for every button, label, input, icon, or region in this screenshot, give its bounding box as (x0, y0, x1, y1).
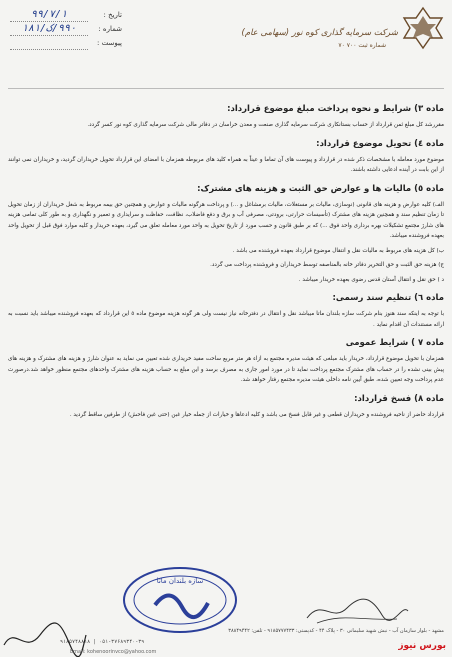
attachment-row (10, 36, 122, 50)
company-logo (241, 6, 446, 76)
contract-body (8, 104, 444, 428)
number-value: ۹۹۰/ک/۱۸۱ (10, 23, 88, 36)
section-paragraph: با توجه به اینکه سند هنوز بنام شرکت سازه بلندان ماتا میباشد نقل و انتقال در دفترخانه نیاز نیست ولی هر گونه هزینه موضوع ماده ٥ این قرارداد که بعهده فروشنده میباشد باید نسبت به ارائه مستندات آن اقدام نماید . (8, 311, 444, 328)
stamp-text: سازه بلندان ماتا (156, 577, 204, 585)
attachment-label: پیوست : (97, 39, 122, 47)
number-label: شماره : (98, 25, 122, 33)
section-item: ج) هزینه حق الثبت و حق التحریر دفاتر خانه بالمناصفه توسط خریداران و فروشنده پرداخت می گردد. (210, 262, 444, 268)
letter-meta (10, 8, 122, 50)
section-3 (8, 104, 444, 131)
section-title: ماده ۷ ) شرایط عمومی (345, 338, 444, 348)
section-8 (8, 394, 444, 421)
section-paragraph: مقررشد کل مبلغ ثمن قرارداد از حساب بستانکاری شرکت سرمایه گذاری صنعت و معدن خراسان در دفاتر مالی شرکت سرمایه گذاری کوه نور کسر گردد. (87, 122, 444, 128)
section-item: د ) حق نقل و انتقال آستان قدس رضوی بعهده خریدار میباشد . (298, 276, 444, 283)
section-paragraph: موضوع مورد معامله با مشخصات ذکر شده در قرارداد و پیوست های آن تماما و عیناً به همراه کلید های مربوطه همزمان با امضای این قرارداد تحویل خریداران گردید، و خریداران نمی توانند از این بابت در آینده ادعایی داشته باشند. (8, 156, 444, 173)
watermark-logo: بورس نیوز (398, 641, 446, 651)
attachment-value (10, 37, 88, 50)
section-title: ماده ٤) تحویل موضوع قرارداد: (316, 138, 444, 149)
footer-phone: ۰۵۱-۳۷۶۸۹۳۴۰-۳۹ | ۹۱۸۵۷۴۸۸۱۸ (60, 639, 145, 645)
section-7 (8, 338, 444, 386)
section-5 (8, 184, 444, 286)
date-row (10, 8, 122, 22)
section-title: ماده ٥) مالیات ها و عوارض حق الثبت و هزینه های مشترک: (197, 183, 444, 194)
section-paragraph: قرارداد حاضر از ناحیه فروشنده و خریداران قطعی و غیر قابل فسخ می باشد و کلیه ادعاها و خیارات از جمله خیار غبن (حتی غبن فاحش) از طرفین ساقط گردید . (69, 411, 444, 418)
section-6 (8, 293, 444, 330)
section-title: ماده ۸) فسخ قرارداد: (354, 393, 444, 404)
section-title: ماده ٦) تنظیم سند رسمی: (332, 293, 444, 303)
date-value: ۹۹/۷/۱ (10, 9, 88, 22)
footer-email: Email: kohenoorinvco@yahoo.com (70, 649, 157, 655)
number-row (10, 22, 122, 36)
company-name: شرکت سرمایه گذاری کوه نور (سهامی عام) (241, 28, 398, 38)
section-4 (8, 139, 444, 176)
section-item: ب) کل هزینه های مربوط به مالیات نقل و انتقال موضوع قرارداد بعهده فروشنده می باشد . (232, 247, 444, 254)
section-title: ماده ۳) شرایط و نحوه پرداخت مبلغ موضوع قرارداد: (227, 104, 444, 114)
company-registration: شماره ثبت ۷۰۰ ۷۰ (338, 42, 386, 49)
company-emblem-icon (400, 6, 446, 52)
date-label: تاریخ : (103, 11, 122, 19)
letterhead (0, 0, 452, 88)
footer-address: مشهد - بلوار سازمان آب - نبش شهید سلیمانی ۳۰ - پلاک ۴۴ - کدپستی: ۹۱۸۵۷۷۷۴۳۳ - تلفن: ۳۸۸۴۹۴۴۲ (228, 628, 444, 634)
section-paragraph: همزمان با تحویل موضوع قرارداد، خریدار باید مبلغی که هیئت مدیره مجتمع به ازاء هر متر مربع ساحت مفید خریداری شده تعیین می نماید به عنوان شارژ و هزینه های مشترک و هزینه های پیش بینی نشده را در حساب های مشترک مجتمع پرداخت نماید تا در مورد امور جاری به مصرف برسد و این مبلغ به حساب هزینه های مشترک واحدهای مجتمع منظور خواهد شد.درصورت عدم پرداخت وجه تعیین شده، طبق آیین نامه داخلی هیئت مدیره مجتمع رفتار خواهد شد. (8, 356, 444, 383)
letter-footer (0, 597, 452, 657)
section-paragraph: الف) کلیه عوارض و هزینه های قانونی (نوسازی، مالیات بر مستغلات، مالیات برمشاغل و ...) و پرداخت هرگونه مالیات و عوارض و همچنین حق بیمه مربوط به شغل خریداران از زمان تحویل تا زمان تنظیم سند و همچنین هزینه های مشترک (تأسیسات حرارتی، برودتی، مصرفی آب و برق و دفع فاضلاب، نظافت، حفاظت و سرایداری و تعمیر و نگهداری و به طور کلی تمامی هزینه های شارژ مجتمع تشکیلات بهره برداری واحد فوق ...) که بر طبق قانون و حسب مورد از تاریخ تحویل به واحد مورد معامله تعلق می گیرد، بعهده خریدار و کلیه موارد فوق قبل از تحویل واحد بعهده فروشنده میباشد. (8, 201, 444, 239)
header-divider (8, 88, 444, 89)
